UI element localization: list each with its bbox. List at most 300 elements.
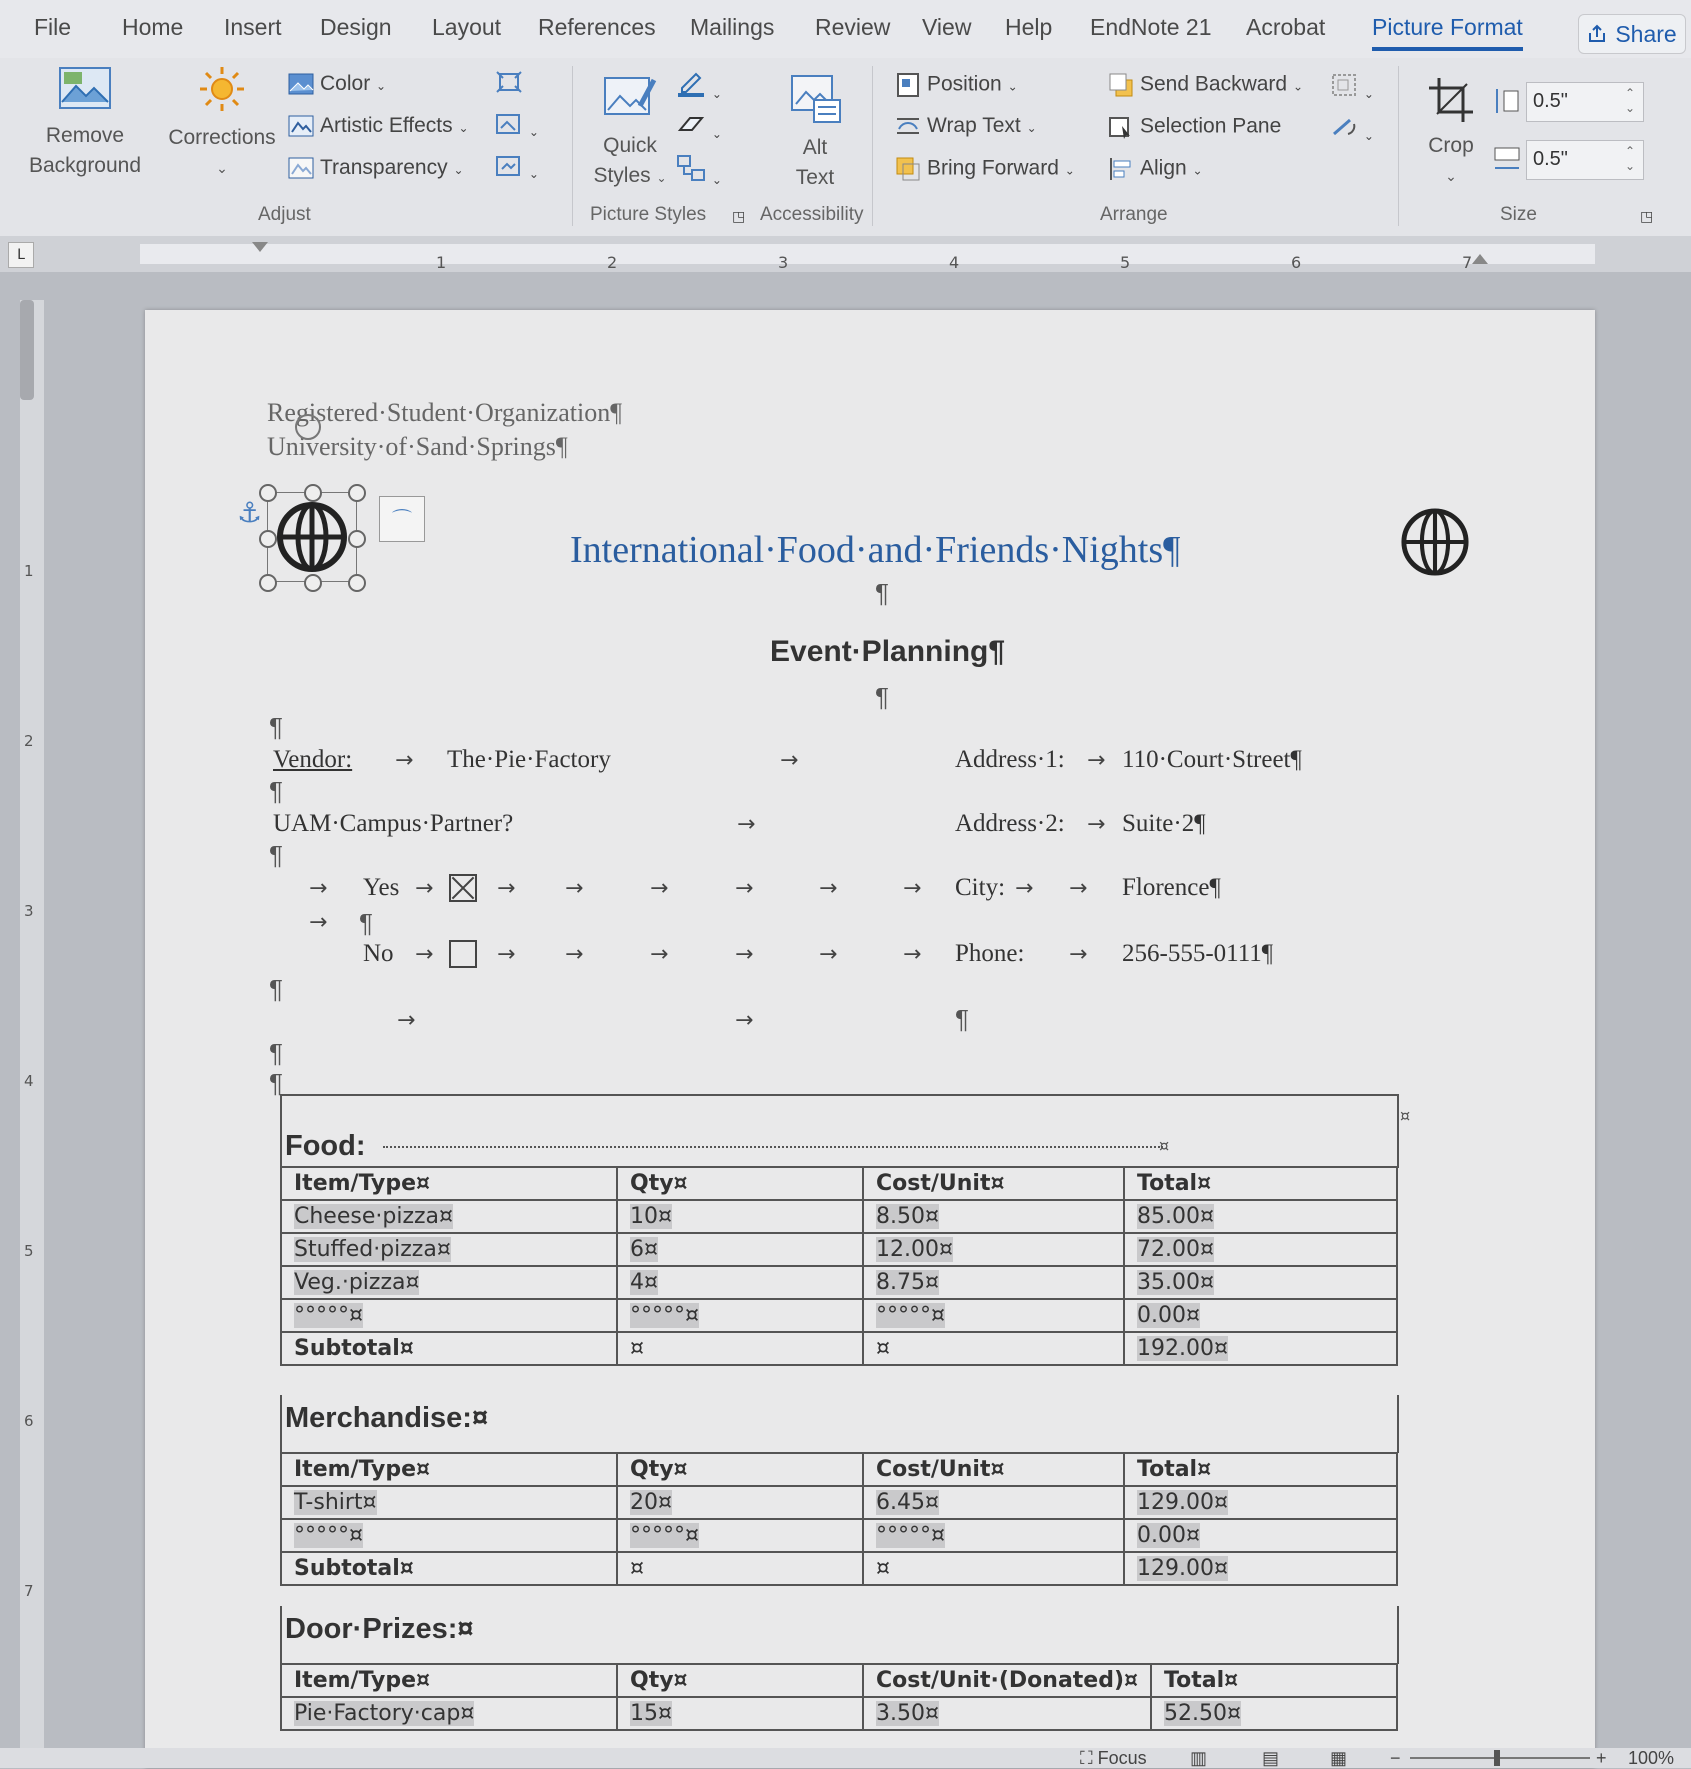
- vruler-number: 2: [24, 732, 34, 750]
- tab-arrow-icon: →: [735, 1008, 754, 1033]
- cell-value: Stuffed·pizza¤: [294, 1237, 451, 1262]
- zoom-level[interactable]: 100%: [1628, 1748, 1675, 1768]
- remove-background-icon: [58, 64, 112, 112]
- artistic-effects-icon: [288, 115, 314, 137]
- accessibility-group-label: Accessibility: [760, 204, 864, 225]
- column-header: Qty¤: [617, 1453, 863, 1486]
- table-cell[interactable]: [617, 1266, 863, 1299]
- tab-endnote[interactable]: EndNote 21: [1090, 14, 1212, 40]
- table-cell[interactable]: [863, 1486, 1124, 1519]
- column-header: Item/Type¤: [281, 1664, 617, 1697]
- ribbon-separator: [572, 66, 573, 226]
- zoom-out-icon[interactable]: −: [1390, 1748, 1401, 1768]
- reset-picture-icon[interactable]: [495, 154, 539, 184]
- align-icon: [1108, 156, 1134, 182]
- chevron-down-icon: ⌄: [1363, 129, 1374, 143]
- tab-acrobat[interactable]: Acrobat: [1246, 14, 1326, 40]
- quick-styles-label-2: Styles: [593, 164, 651, 187]
- ruler-number: 6: [1291, 253, 1302, 272]
- column-header: Item/Type¤: [281, 1167, 617, 1200]
- chevron-down-icon: ⌄: [711, 127, 722, 141]
- send-backward-label: Send Backward: [1140, 72, 1288, 96]
- table-cell[interactable]: [617, 1486, 863, 1519]
- table-cell[interactable]: [1124, 1519, 1397, 1552]
- cell-value: 8.75¤: [876, 1270, 939, 1295]
- table-cell[interactable]: ¤: [863, 1332, 1124, 1365]
- ruler-number: 2: [607, 253, 618, 272]
- ruler-number: 4: [949, 253, 960, 272]
- resize-handle[interactable]: [348, 530, 366, 548]
- cell-value: 35.00¤: [1137, 1270, 1214, 1295]
- zoom-in-icon[interactable]: +: [1596, 1748, 1607, 1768]
- table-cell[interactable]: [863, 1299, 1124, 1332]
- subtotal-label: Subtotal¤: [281, 1332, 617, 1365]
- vertical-ruler: [20, 300, 44, 1768]
- cell-value: °°°°°¤: [876, 1303, 945, 1328]
- chevron-down-icon: ⌄: [453, 163, 464, 177]
- tab-arrow-icon: →: [1087, 812, 1106, 837]
- para-mark: ¶: [875, 578, 889, 608]
- table-cell[interactable]: [863, 1519, 1124, 1552]
- align-label: Align: [1140, 156, 1187, 180]
- chevron-down-icon: ⌄: [1292, 79, 1303, 94]
- color-button[interactable]: [288, 72, 386, 96]
- chevron-down-icon: ⌄: [1192, 163, 1203, 178]
- subtotal-row: [281, 1552, 1397, 1585]
- table-cell[interactable]: [863, 1266, 1124, 1299]
- org-line-2: University·of·Sand·Springs¶: [267, 432, 568, 461]
- tab-arrow-icon: →: [1087, 748, 1106, 773]
- vendor-value[interactable]: The·Pie·Factory: [447, 746, 611, 773]
- globe-image-right[interactable]: [1399, 506, 1471, 578]
- table-cell[interactable]: [281, 1233, 617, 1266]
- tab-arrow-icon: →: [1069, 942, 1088, 967]
- yes-label: Yes: [363, 874, 400, 901]
- sun-icon: [197, 64, 247, 114]
- width-input[interactable]: [1526, 140, 1644, 180]
- food-table: [280, 1166, 1398, 1366]
- position-button[interactable]: [895, 72, 1018, 98]
- tab-arrow-icon: →: [565, 942, 584, 967]
- web-layout-icon[interactable]: ▦: [1330, 1748, 1348, 1768]
- focus-button[interactable]: [1080, 1748, 1147, 1769]
- position-label: Position: [927, 72, 1002, 96]
- cell-value: 4¤: [630, 1270, 658, 1295]
- tab-references[interactable]: References: [538, 14, 656, 40]
- subtotal-label: Subtotal¤: [281, 1552, 617, 1585]
- tab-arrow-icon: →: [395, 748, 414, 773]
- table-cell[interactable]: ¤: [617, 1552, 863, 1585]
- tab-file[interactable]: File: [34, 14, 72, 40]
- chevron-down-icon: ⌄: [1445, 168, 1457, 184]
- cell-value: °°°°°¤: [630, 1303, 699, 1328]
- tab-help[interactable]: Help: [1005, 14, 1053, 40]
- share-icon: [1587, 24, 1607, 44]
- column-header: Total¤: [1124, 1167, 1397, 1200]
- no-checkbox[interactable]: [449, 940, 477, 968]
- ribbon-separator: [1398, 66, 1399, 226]
- print-layout-icon[interactable]: ▤: [1262, 1748, 1280, 1768]
- horizontal-ruler: [0, 236, 1691, 272]
- picture-layout-button[interactable]: [676, 154, 722, 190]
- chevron-down-icon: ⌄: [1363, 87, 1374, 101]
- resize-handle[interactable]: [259, 530, 277, 548]
- wrap-text-button[interactable]: [895, 114, 1037, 138]
- table-row: [281, 1299, 1397, 1332]
- cell-value: Pie·Factory·cap¤: [294, 1701, 475, 1726]
- resize-handle[interactable]: [304, 484, 322, 502]
- ribbon-separator: [872, 66, 873, 226]
- address2-label: Address·2:: [955, 810, 1065, 837]
- table-row: [281, 1486, 1397, 1519]
- resize-handle[interactable]: [348, 484, 366, 502]
- campus-partner-label: UAM·Campus·Partner?: [273, 810, 514, 837]
- remove-background-button[interactable]: [20, 64, 150, 181]
- table-cell[interactable]: [281, 1266, 617, 1299]
- resize-handle[interactable]: [348, 574, 366, 592]
- share-button[interactable]: [1578, 14, 1686, 54]
- resize-handle[interactable]: [259, 574, 277, 592]
- height-value: 0.5": [1533, 90, 1568, 112]
- width-icon: [1492, 144, 1522, 180]
- table-cell[interactable]: [863, 1697, 1151, 1730]
- table-row: [281, 1200, 1397, 1233]
- table-cell[interactable]: [281, 1200, 617, 1233]
- align-button[interactable]: [1108, 156, 1203, 182]
- tab-arrow-icon: →: [903, 942, 922, 967]
- zoom-slider-thumb[interactable]: [1494, 1750, 1500, 1766]
- cell-value: 20¤: [630, 1490, 672, 1515]
- table-cell[interactable]: [1124, 1200, 1397, 1233]
- table-cell[interactable]: [617, 1200, 863, 1233]
- cell-value: 3.50¤: [876, 1701, 939, 1726]
- selected-globe-image[interactable]: [267, 492, 357, 582]
- artistic-effects-label: Artistic Effects: [320, 114, 453, 137]
- cell-value: °°°°°¤: [294, 1303, 363, 1328]
- table-cell[interactable]: [1124, 1332, 1397, 1365]
- food-section-header: [280, 1094, 1399, 1168]
- cell-value: 0.00¤: [1137, 1523, 1200, 1548]
- vruler-number: 5: [24, 1242, 34, 1260]
- table-header-row: [281, 1664, 1397, 1697]
- dialog-launcher-icon[interactable]: ◳: [732, 208, 746, 224]
- rotate-icon[interactable]: [1330, 114, 1374, 146]
- spinner-arrows-icon[interactable]: ⌃ ⌄: [1624, 86, 1635, 115]
- table-header-row: [281, 1167, 1397, 1200]
- tab-arrow-icon: →: [309, 910, 328, 935]
- table-cell[interactable]: [1124, 1486, 1397, 1519]
- tab-arrow-icon: →: [397, 1008, 416, 1033]
- no-label: No: [363, 940, 394, 967]
- effects-icon: [676, 112, 706, 138]
- tab-arrow-icon: →: [819, 876, 838, 901]
- column-header: Item/Type¤: [281, 1453, 617, 1486]
- chevron-down-icon: ⌄: [376, 79, 387, 93]
- height-icon: [1492, 86, 1522, 122]
- picture-effects-button[interactable]: [676, 112, 722, 144]
- org-line-1: Registered·Student·Organization¶: [267, 398, 622, 427]
- para-mark: ¶: [875, 682, 889, 712]
- cell-value: Cheese·pizza¤: [294, 1204, 454, 1229]
- compress-pictures-icon[interactable]: [495, 70, 523, 100]
- picture-styles-group-label: Picture Styles: [590, 204, 707, 225]
- document-subtitle: Event·Planning¶: [770, 635, 1006, 668]
- table-cell[interactable]: [281, 1697, 617, 1730]
- subtotal-row: [281, 1332, 1397, 1365]
- tab-home[interactable]: Home: [122, 14, 184, 40]
- focus-icon: ⛶: [1080, 1748, 1093, 1768]
- ruler-track[interactable]: [140, 244, 1595, 272]
- vruler-number: 4: [24, 1072, 34, 1090]
- vruler-number: 6: [24, 1412, 34, 1430]
- vruler-number: 1: [24, 562, 34, 580]
- share-label: Share: [1615, 20, 1677, 47]
- table-cell[interactable]: [617, 1697, 863, 1730]
- table-cell[interactable]: [281, 1519, 617, 1552]
- cell-value: 72.00¤: [1137, 1237, 1214, 1262]
- address2-value[interactable]: Suite·2¶: [1122, 810, 1206, 837]
- table-cell[interactable]: [1151, 1697, 1397, 1730]
- indent-marker-left[interactable]: [252, 242, 268, 252]
- leader-dots: [383, 1146, 1163, 1148]
- phone-label: Phone:: [955, 940, 1025, 967]
- cell-value: °°°°°¤: [876, 1523, 945, 1548]
- para-mark: ¶: [269, 1068, 283, 1098]
- color-icon: [288, 73, 314, 95]
- cell-value: 0.00¤: [1137, 1303, 1200, 1328]
- group-objects-icon[interactable]: [1330, 72, 1374, 104]
- vruler-number: 3: [24, 902, 34, 920]
- tab-arrow-icon: →: [735, 942, 754, 967]
- cell-mark: ¤: [1159, 1136, 1170, 1155]
- send-backward-button[interactable]: [1108, 72, 1303, 98]
- address1-label: Address·1:: [955, 746, 1065, 773]
- merch-section-title: Merchandise:¤: [285, 1402, 489, 1434]
- tab-review[interactable]: Review: [815, 14, 891, 40]
- focus-label: Focus: [1097, 1748, 1147, 1768]
- table-row: [281, 1233, 1397, 1266]
- quick-styles-icon: [602, 72, 658, 122]
- tab-arrow-icon: →: [565, 876, 584, 901]
- tab-picture-format[interactable]: Picture Format: [1372, 14, 1523, 40]
- quick-styles-button[interactable]: [585, 72, 675, 193]
- column-header: Cost/Unit¤: [863, 1453, 1124, 1486]
- chevron-down-icon: ⌄: [528, 167, 539, 181]
- alt-text-label-1: Alt: [802, 136, 828, 159]
- address1-value[interactable]: 110·Court·Street¶: [1122, 746, 1302, 773]
- tab-view[interactable]: View: [922, 14, 972, 40]
- quick-styles-label-1: Quick: [603, 134, 657, 157]
- ruler-number: 1: [436, 253, 447, 272]
- width-value: 0.5": [1533, 148, 1568, 170]
- cell-value: 12.00¤: [876, 1237, 953, 1262]
- table-cell[interactable]: [617, 1233, 863, 1266]
- cell-value: 129.00¤: [1137, 1490, 1228, 1515]
- cell-value: Veg.·pizza¤: [294, 1270, 420, 1295]
- table-cell[interactable]: [863, 1233, 1124, 1266]
- layout-options-icon[interactable]: ⌒: [379, 496, 425, 542]
- dialog-launcher-icon[interactable]: ◳: [1640, 208, 1654, 224]
- tab-arrow-icon: →: [497, 942, 516, 967]
- yes-checkbox[interactable]: [449, 874, 477, 902]
- subtotal-value: 129.00¤: [1137, 1556, 1228, 1581]
- table-cell[interactable]: ¤: [863, 1552, 1124, 1585]
- ruler-number: 7: [1462, 253, 1473, 272]
- column-header: Total¤: [1151, 1664, 1397, 1697]
- chevron-down-icon: ⌄: [458, 121, 469, 135]
- column-header: Qty¤: [617, 1167, 863, 1200]
- phone-value[interactable]: 256-555-0111¶: [1122, 940, 1274, 967]
- table-cell[interactable]: [863, 1200, 1124, 1233]
- tab-design[interactable]: Design: [320, 14, 392, 40]
- para-mark: ¶: [269, 776, 283, 806]
- chevron-down-icon: ⌄: [711, 87, 722, 101]
- change-picture-icon[interactable]: [495, 112, 539, 142]
- tab-arrow-icon: →: [903, 876, 922, 901]
- prizes-section-title: Door·Prizes:¤: [285, 1613, 474, 1645]
- para-mark: ¶: [269, 1038, 283, 1068]
- alt-text-label-2: Text: [795, 166, 835, 189]
- merch-table: [280, 1452, 1398, 1586]
- tab-arrow-icon: →: [1015, 876, 1034, 901]
- indent-marker-right[interactable]: [1472, 254, 1488, 264]
- para-mark: ¶: [955, 1004, 969, 1034]
- cell-value: °°°°°¤: [630, 1523, 699, 1548]
- crop-button[interactable]: [1416, 76, 1486, 191]
- alt-text-icon: [788, 72, 842, 124]
- chevron-down-icon: ⌄: [1026, 121, 1037, 135]
- city-label: City:: [955, 874, 1006, 901]
- tab-arrow-icon: →: [650, 876, 669, 901]
- tab-arrow-icon: →: [735, 876, 754, 901]
- cell-value: 52.50¤: [1164, 1701, 1242, 1726]
- cell-value: 10¤: [630, 1204, 672, 1229]
- tab-arrow-icon: →: [819, 942, 838, 967]
- food-section-title: Food:: [285, 1130, 366, 1162]
- cell-value: 8.50¤: [876, 1204, 939, 1229]
- table-cell[interactable]: [1124, 1266, 1397, 1299]
- size-group-label: Size: [1500, 204, 1537, 225]
- bring-forward-button[interactable]: [895, 156, 1075, 182]
- para-mark: ¶: [269, 974, 283, 1004]
- cell-value: 85.00¤: [1137, 1204, 1214, 1229]
- chevron-down-icon: ⌄: [656, 171, 667, 185]
- table-cell[interactable]: [1124, 1299, 1397, 1332]
- ribbon-tabs: [0, 0, 1691, 58]
- tab-arrow-icon: →: [780, 748, 799, 773]
- table-cell[interactable]: [617, 1519, 863, 1552]
- layout-icon: [676, 154, 706, 184]
- table-cell[interactable]: [281, 1299, 617, 1332]
- tab-layout[interactable]: Layout: [432, 14, 502, 40]
- ruler-number: 3: [778, 253, 789, 272]
- tab-insert[interactable]: Insert: [224, 14, 282, 40]
- height-input[interactable]: [1526, 82, 1644, 122]
- corrections-label: Corrections: [168, 126, 276, 149]
- table-cell[interactable]: ¤: [617, 1332, 863, 1365]
- rotate-handle[interactable]: [295, 414, 321, 440]
- tab-arrow-icon: →: [415, 876, 434, 901]
- tab-mailings[interactable]: Mailings: [690, 14, 775, 40]
- table-row: [281, 1519, 1397, 1552]
- chevron-down-icon: ⌄: [711, 173, 722, 187]
- remove-background-label-1: Remove: [45, 124, 125, 147]
- document-page[interactable]: [145, 310, 1595, 1768]
- crop-icon: [1427, 76, 1475, 122]
- column-header: Total¤: [1124, 1453, 1397, 1486]
- table-row: [281, 1266, 1397, 1299]
- cell-value: 15¤: [630, 1701, 672, 1726]
- artistic-effects-button[interactable]: [288, 114, 469, 138]
- selection-pane-icon: [1108, 114, 1134, 140]
- wrap-text-icon: [895, 115, 921, 137]
- transparency-label: Transparency: [320, 156, 448, 179]
- city-value[interactable]: Florence¶: [1122, 874, 1221, 901]
- table-cell[interactable]: [1124, 1552, 1397, 1585]
- row-end-mark: ¤: [1400, 1106, 1411, 1125]
- column-header: Qty¤: [617, 1664, 863, 1697]
- read-mode-icon[interactable]: ▥: [1190, 1748, 1208, 1768]
- ruler-number: 5: [1120, 253, 1131, 272]
- spinner-arrows-icon[interactable]: ⌃ ⌄: [1624, 144, 1635, 173]
- position-icon: [895, 72, 921, 98]
- tab-arrow-icon: →: [497, 876, 516, 901]
- column-header: Cost/Unit·(Donated)¤: [863, 1664, 1151, 1697]
- zoom-slider[interactable]: [1410, 1757, 1590, 1759]
- bring-forward-label: Bring Forward: [927, 156, 1059, 180]
- arrange-group-label: Arrange: [1100, 204, 1168, 225]
- pen-icon: [676, 68, 706, 98]
- picture-border-button[interactable]: [676, 68, 722, 104]
- vertical-scrollbar-thumb[interactable]: [20, 300, 34, 400]
- tab-arrow-icon: →: [1069, 876, 1088, 901]
- column-header: Cost/Unit¤: [863, 1167, 1124, 1200]
- color-label: Color: [320, 72, 371, 95]
- tab-selector[interactable]: L: [8, 242, 34, 268]
- transparency-button[interactable]: [288, 156, 464, 180]
- crop-label: Crop: [1428, 134, 1474, 157]
- adjust-group-label: Adjust: [258, 204, 311, 225]
- chevron-down-icon: ⌄: [1064, 163, 1075, 178]
- tab-arrow-icon: →: [415, 942, 434, 967]
- ribbon-picture-format: [0, 58, 1691, 237]
- wrap-text-label: Wrap Text: [927, 114, 1021, 137]
- prizes-table: [280, 1663, 1398, 1731]
- para-mark: ¶: [269, 712, 283, 742]
- selection-pane-button[interactable]: [1108, 114, 1281, 140]
- cell-value: °°°°°¤: [294, 1523, 363, 1548]
- remove-background-label-2: Background: [28, 154, 142, 177]
- vruler-number: 7: [24, 1582, 34, 1600]
- tab-arrow-icon: →: [650, 942, 669, 967]
- tab-arrow-icon: →: [737, 812, 756, 837]
- send-backward-icon: [1108, 72, 1134, 98]
- subtotal-value: 192.00¤: [1137, 1336, 1228, 1361]
- alt-text-button[interactable]: [775, 72, 855, 193]
- corrections-button[interactable]: [162, 64, 282, 183]
- chevron-down-icon: ⌄: [1007, 79, 1018, 94]
- status-bar: [0, 1748, 1691, 1768]
- cell-value: 6¤: [630, 1237, 658, 1262]
- tab-arrow-icon: →: [309, 876, 328, 901]
- resize-handle[interactable]: [304, 574, 322, 592]
- table-cell[interactable]: [281, 1486, 617, 1519]
- chevron-down-icon: ⌄: [216, 160, 228, 176]
- anchor-icon: ⚓: [237, 496, 263, 529]
- table-cell[interactable]: [617, 1299, 863, 1332]
- globe-icon: [1399, 506, 1471, 578]
- table-cell[interactable]: [1124, 1233, 1397, 1266]
